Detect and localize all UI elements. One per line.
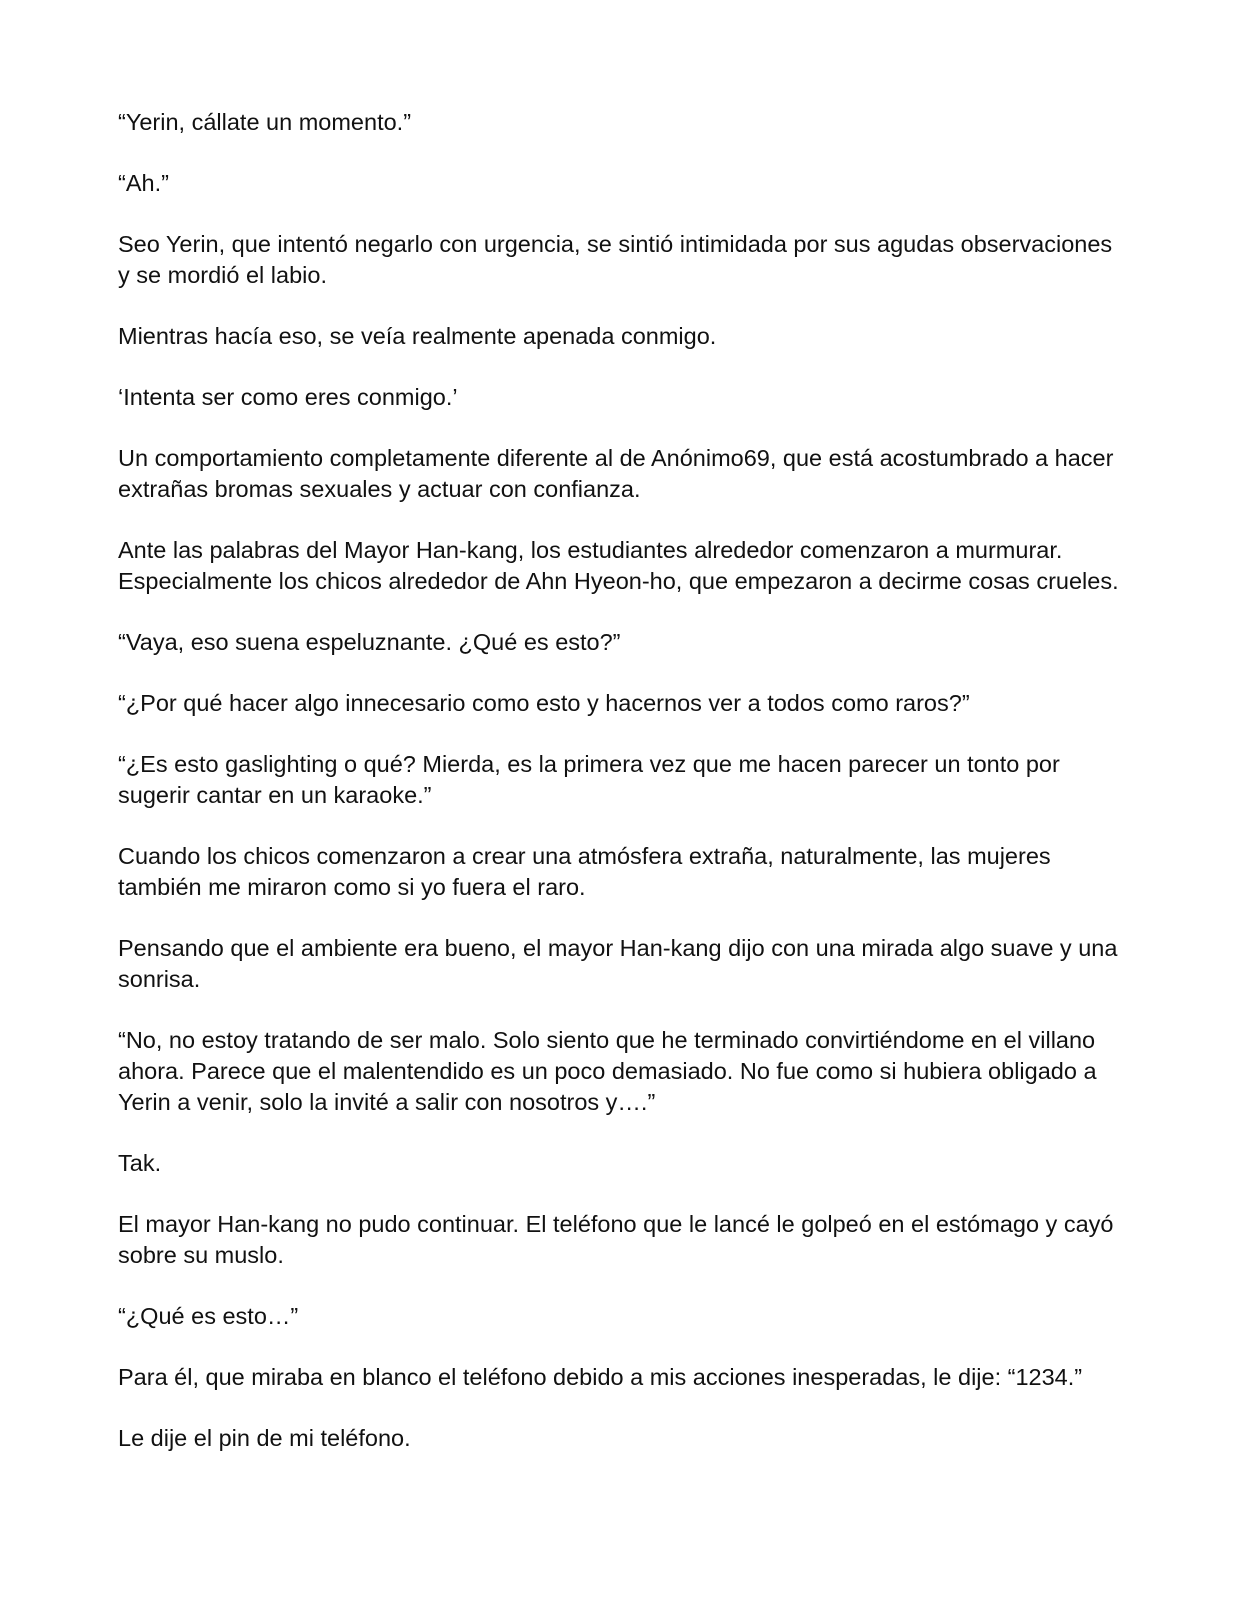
paragraph-3: Seo Yerin, que intentó negarlo con urgencia, se sintió intimidada por sus agudas observaciones y se mordió el labio. xyxy=(118,231,1113,288)
paragraph-14: Tak. xyxy=(118,1150,162,1176)
paragraph-4: Mientras hacía eso, se veía realmente apenada conmigo. xyxy=(118,323,717,349)
paragraph-13: “No, no estoy tratando de ser malo. Solo siento que he terminado convirtiéndome en el villano ahora. Parece que el malentendido es un poco demasiado. No fue como si hubiera obligado a Yerin a venir, solo la invité a salir con nosotros y….” xyxy=(118,1027,1097,1115)
paragraph-10: “¿Es esto gaslighting o qué? Mierda, es la primera vez que me hacen parecer un tonto por sugerir cantar en un karaoke.” xyxy=(118,751,1060,808)
paragraph-15: El mayor Han-kang no pudo continuar. El teléfono que le lancé le golpeó en el estómago y cayó sobre su muslo. xyxy=(118,1211,1114,1268)
paragraph-17: Para él, que miraba en blanco el teléfono debido a mis acciones inesperadas, le dije: “1234.” xyxy=(118,1364,1083,1390)
document-body xyxy=(118,107,1128,1484)
paragraph-16: “¿Qué es esto…” xyxy=(118,1303,299,1329)
paragraph-7: Ante las palabras del Mayor Han-kang, los estudiantes alrededor comenzaron a murmurar. Especialmente los chicos alrededor de Ahn Hyeon-ho, que empezaron a decirme cosas crueles. xyxy=(118,537,1119,594)
paragraph-18: Le dije el pin de mi teléfono. xyxy=(118,1425,411,1451)
paragraph-8: “Vaya, eso suena espeluznante. ¿Qué es esto?” xyxy=(118,629,621,655)
paragraph-6: Un comportamiento completamente diferente al de Anónimo69, que está acostumbrado a hacer extrañas bromas sexuales y actuar con confianza. xyxy=(118,445,1114,502)
paragraph-12: Pensando que el ambiente era bueno, el mayor Han-kang dijo con una mirada algo suave y una sonrisa. xyxy=(118,935,1118,992)
paragraph-9: “¿Por qué hacer algo innecesario como esto y hacernos ver a todos como raros?” xyxy=(118,690,970,716)
paragraph-5: ‘Intenta ser como eres conmigo.’ xyxy=(118,384,458,410)
paragraph-2: “Ah.” xyxy=(118,170,169,196)
paragraph-1: “Yerin, cállate un momento.” xyxy=(118,109,412,135)
paragraph-11: Cuando los chicos comenzaron a crear una atmósfera extraña, naturalmente, las mujeres también me miraron como si yo fuera el raro. xyxy=(118,843,1051,900)
